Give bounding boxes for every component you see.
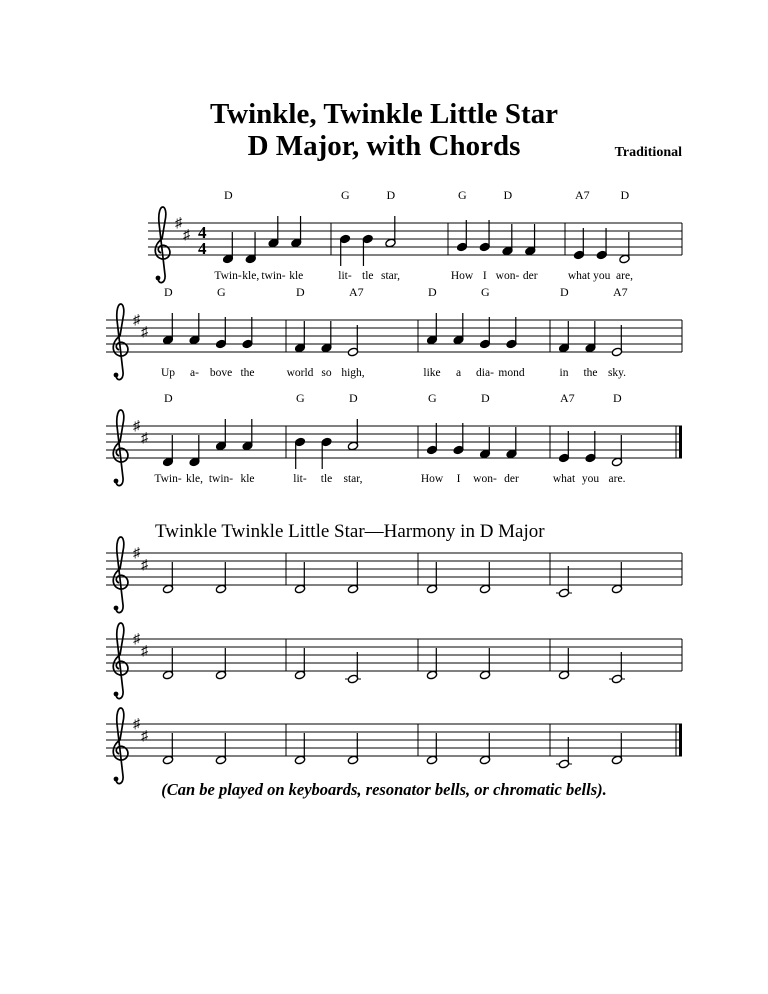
sharp-icon: ♯	[133, 546, 140, 561]
chord-symbol: G	[296, 391, 305, 405]
lyric-syllable: so	[321, 367, 332, 379]
staff-melody-2	[106, 391, 682, 486]
footnote: (Can be played on keyboards, resonator bells, or chromatic bells).	[161, 780, 607, 799]
lyric-syllable: dia-	[476, 367, 494, 379]
treble-clef-icon	[155, 207, 170, 283]
staff-harmony-2	[106, 708, 682, 784]
lyric-syllable: tle	[320, 473, 333, 485]
treble-clef-icon	[113, 623, 128, 699]
sharp-icon: ♯	[141, 729, 148, 744]
lyric-syllable: the	[240, 367, 255, 379]
treble-clef-icon	[114, 606, 119, 611]
chord-symbol: A7	[349, 285, 364, 299]
lyric-syllable: Twin-	[214, 270, 242, 282]
sharp-icon: ♯	[141, 644, 148, 659]
harmony-title: Twinkle Twinkle Little Star—Harmony in D Major	[155, 521, 545, 542]
lyric-syllable: star,	[343, 473, 363, 485]
treble-clef-icon	[113, 537, 128, 613]
lyric-syllable: sky.	[607, 367, 627, 379]
chord-symbol: G	[481, 285, 490, 299]
lyric-syllable: like	[423, 367, 441, 379]
chord-symbol: G	[458, 188, 467, 202]
treble-clef-icon	[113, 708, 128, 784]
chord-symbol: D	[164, 285, 173, 299]
chord-symbol: D	[296, 285, 305, 299]
treble-clef-icon	[156, 276, 161, 281]
composer: Traditional	[614, 145, 682, 160]
lyric-syllable: kle,	[186, 473, 203, 485]
lyric-syllable: mond	[498, 367, 525, 379]
sharp-icon: ♯	[133, 419, 140, 434]
lyric-syllable: I	[456, 473, 461, 485]
sharp-icon: ♯	[141, 558, 148, 573]
lyric-syllable: Up	[160, 367, 176, 379]
lyric-syllable: lit-	[338, 270, 352, 282]
treble-clef-icon	[113, 304, 128, 380]
lyric-syllable: twin-	[261, 270, 286, 282]
lyric-syllable: in	[559, 367, 569, 379]
title-line-2: D Major, with Chords	[247, 130, 521, 162]
chord-symbol: D	[428, 285, 437, 299]
lyric-syllable: a	[455, 367, 462, 379]
chord-symbol: A7	[613, 285, 628, 299]
sharp-icon: ♯	[141, 431, 148, 446]
chord-symbol: G	[428, 391, 437, 405]
chord-symbol: D	[503, 188, 513, 202]
lyric-syllable: the	[583, 367, 598, 379]
treble-clef-icon	[114, 373, 119, 378]
lyric-syllable: kle	[289, 270, 304, 282]
lyric-syllable: kle,	[242, 270, 260, 282]
lyric-syllable: star,	[380, 270, 401, 282]
lyric-syllable: tle	[362, 270, 374, 282]
lyric-syllable: won-	[495, 270, 520, 282]
staff-melody-1	[106, 285, 682, 380]
treble-clef-icon	[113, 410, 128, 486]
sharp-icon: ♯	[141, 325, 148, 340]
chord-symbol: D	[386, 188, 396, 202]
lyric-syllable: bove	[209, 367, 233, 379]
title-line-1: Twinkle, Twinkle Little Star	[209, 98, 559, 130]
chord-symbol: A7	[575, 188, 590, 202]
lyric-syllable: der	[522, 270, 538, 282]
time-signature-top: 4	[198, 223, 207, 242]
chord-symbol: D	[349, 391, 358, 405]
sharp-icon: ♯	[175, 216, 182, 231]
staff-harmony-0	[106, 537, 682, 613]
lyric-syllable: you	[581, 473, 600, 485]
chord-symbol: D	[613, 391, 622, 405]
lyric-syllable: what	[552, 473, 576, 485]
chord-symbol: D	[224, 188, 233, 202]
sharp-icon: ♯	[133, 717, 140, 732]
treble-clef-icon	[114, 479, 119, 484]
lyric-syllable: are,	[616, 270, 633, 282]
staff-melody-0	[148, 188, 682, 283]
sharp-icon: ♯	[133, 313, 140, 328]
sharp-icon: ♯	[183, 228, 190, 243]
lyric-syllable: der	[504, 473, 519, 485]
chord-symbol: D	[560, 285, 569, 299]
lyric-syllable: kle	[240, 473, 255, 485]
lyric-syllable: are.	[608, 473, 626, 485]
lyric-syllable: high,	[341, 367, 365, 379]
lyric-syllable: lit-	[293, 473, 307, 485]
chord-symbol: D	[481, 391, 490, 405]
sharp-icon: ♯	[133, 632, 140, 647]
lyric-syllable: a-	[190, 367, 199, 379]
lyric-syllable: twin-	[208, 473, 234, 485]
lyric-syllable: How	[450, 270, 474, 282]
staff-harmony-1	[106, 623, 682, 699]
chord-symbol: D	[164, 391, 173, 405]
lyric-syllable: Twin-	[154, 473, 182, 485]
lyric-syllable: what	[567, 270, 591, 282]
lyric-syllable: you	[593, 270, 611, 282]
chord-symbol: D	[620, 188, 630, 202]
chord-symbol: G	[341, 188, 350, 202]
time-signature-bottom: 4	[198, 239, 207, 258]
treble-clef-icon	[114, 692, 119, 697]
lyric-syllable: I	[482, 270, 487, 282]
lyric-syllable: world	[286, 367, 314, 379]
chord-symbol: G	[217, 285, 226, 299]
chord-symbol: A7	[560, 391, 575, 405]
lyric-syllable: won-	[473, 473, 497, 485]
lyric-syllable: How	[420, 473, 444, 485]
